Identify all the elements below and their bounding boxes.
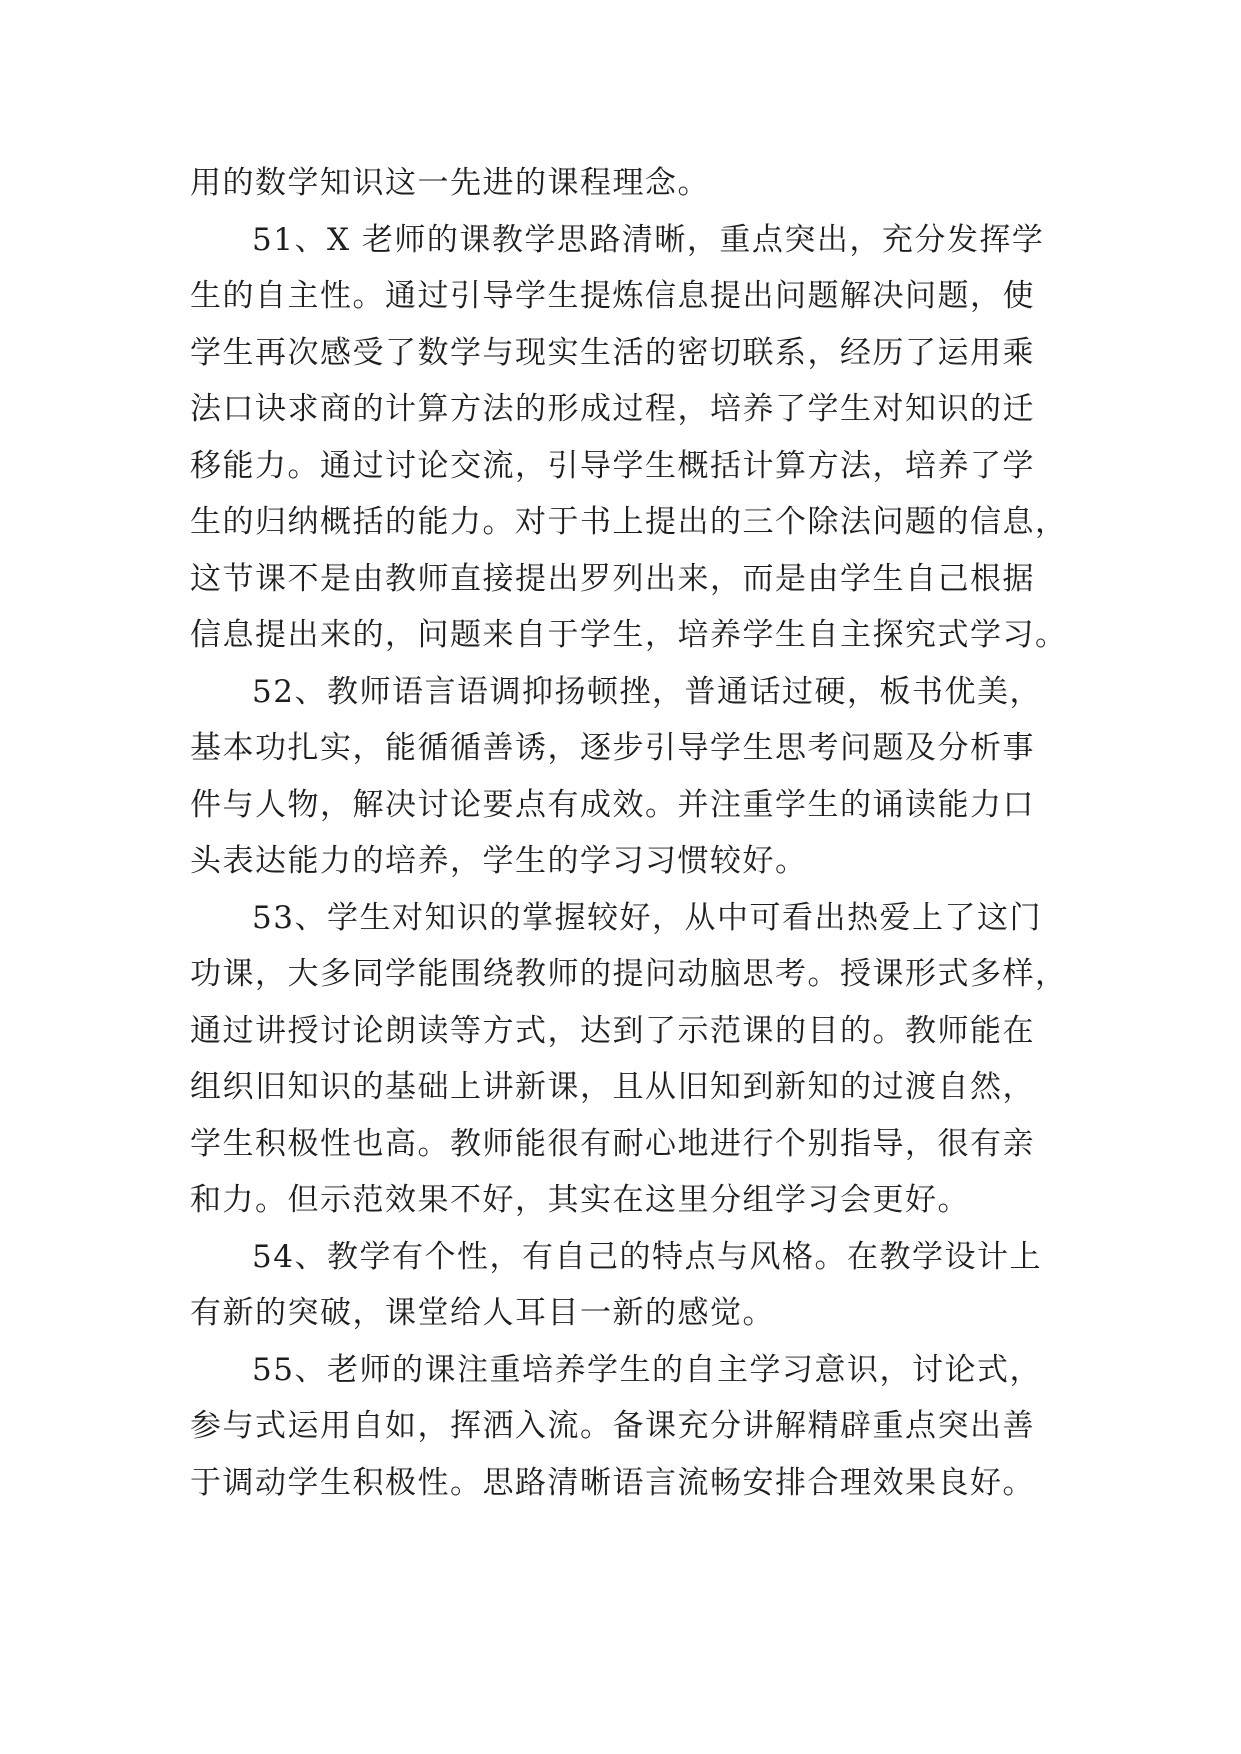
paragraph-52 xyxy=(190,664,1070,890)
text-line: 头表达能力的培养，学生的学习习惯较好。 xyxy=(190,843,808,879)
text-line: 法口诀求商的计算方法的形成过程，培养了学生对知识的迁 xyxy=(190,391,1035,427)
text-line: 基本功扎实，能循循善诱，逐步引导学生思考问题及分析事 xyxy=(190,730,1035,766)
text-line: 件与人物，解决讨论要点有成效。并注重学生的诵读能力口 xyxy=(190,786,1035,823)
paragraph-55 xyxy=(190,1342,1070,1512)
paragraph-51 xyxy=(190,212,1070,664)
text-line: 生的归纳概括的能力。对于书上提出的三个除法问题的信息， xyxy=(190,504,1068,540)
text-line: 功课，大多同学能围绕教师的提问动脑思考。授课形式多样， xyxy=(190,956,1068,992)
paragraph-54 xyxy=(190,1229,1070,1342)
text-line: 51、X 老师的课教学思路清晰，重点突出，充分发挥学 xyxy=(252,221,1045,258)
document-body xyxy=(190,155,1070,1511)
text-line: 这节课不是由教师直接提出罗列出来，而是由学生自己根据 xyxy=(190,560,1035,597)
text-line: 生的自主性。通过引导学生提炼信息提出问题解决问题，使 xyxy=(190,278,1035,314)
text-line: 有新的突破，课堂给人耳目一新的感觉。 xyxy=(190,1295,775,1331)
text-line: 通过讲授讨论朗读等方式，达到了示范课的目的。教师能在 xyxy=(190,1012,1035,1049)
text-line: 组织旧知识的基础上讲新课，且从旧知到新知的过渡自然， xyxy=(190,1069,1035,1105)
text-line: 于调动学生积极性。思路清晰语言流畅安排合理效果良好。 xyxy=(190,1464,1035,1501)
text-line: 和力。但示范效果不好，其实在这里分组学习会更好。 xyxy=(190,1182,970,1218)
text-line: 参与式运用自如，挥洒入流。备课充分讲解精辟重点突出善 xyxy=(190,1408,1035,1444)
text-line: 52、教师语言语调抑扬顿挫，普通话过硬，板书优美， xyxy=(252,673,1042,710)
text-line: 移能力。通过讨论交流，引导学生概括计算方法，培养了学 xyxy=(190,447,1035,484)
text-line: 54、教学有个性，有自己的特点与风格。在教学设计上 xyxy=(252,1238,1042,1275)
text-line: 学生再次感受了数学与现实生活的密切联系，经历了运用乘 xyxy=(190,334,1035,371)
paragraph-53 xyxy=(190,890,1070,1229)
text-line: 53、学生对知识的掌握较好，从中可看出热爱上了这门 xyxy=(252,899,1042,936)
paragraph-continuation xyxy=(190,155,1070,212)
text-line: 信息提出来的，问题来自于学生，培养学生自主探究式学习。 xyxy=(190,617,1068,653)
text-line: 55、老师的课注重培养学生的自主学习意识，讨论式， xyxy=(252,1351,1042,1388)
text-line: 学生积极性也高。教师能很有耐心地进行个别指导，很有亲 xyxy=(190,1125,1035,1162)
text-line: 用的数学知识这一先进的课程理念。 xyxy=(190,165,710,201)
